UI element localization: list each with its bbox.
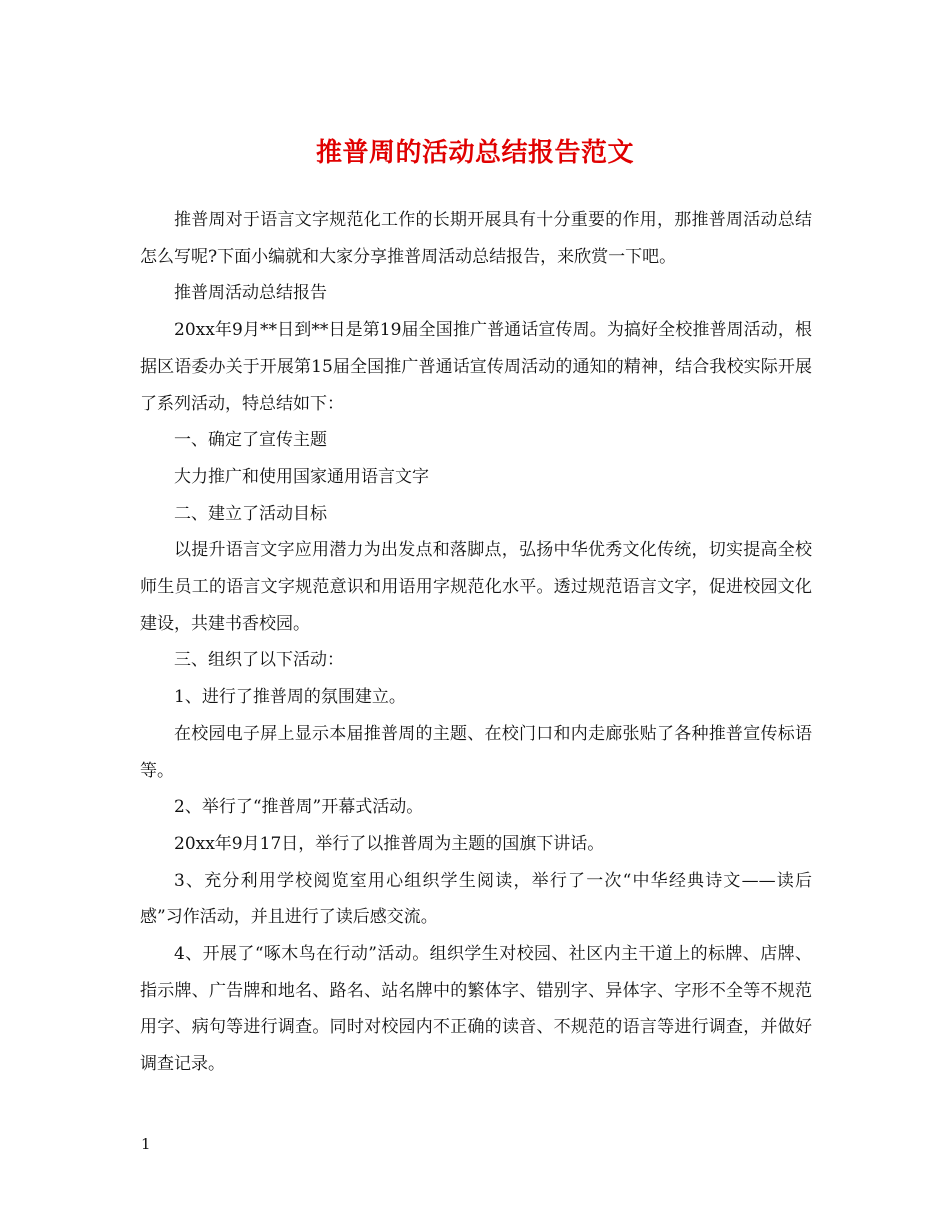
activity-item-3: 3、充分利用学校阅览室用心组织学生阅读，举行了一次“中华经典诗文——读后感”习作活动，并且进行了读后感交流。 bbox=[140, 870, 812, 928]
paragraph-theme: 大力推广和使用国家通用语言文字 bbox=[174, 466, 429, 487]
page-number: 1 bbox=[141, 1135, 151, 1153]
paragraph-report-heading: 推普周活动总结报告 bbox=[174, 283, 327, 304]
paragraph-goal: 以提升语言文字应用潜力为出发点和落脚点，弘扬中华优秀文化传统，切实提高全校师生员工的语言文字规范意识和用语用字规范化水平。透过规范语言文字，促进校园文化建设，共建书香校园。 bbox=[140, 540, 812, 634]
document-body bbox=[140, 202, 812, 1083]
activity-detail-1: 在校园电子屏上显示本届推普周的主题、在校门口和内走廊张贴了各种推普宣传标语等。 bbox=[140, 723, 812, 781]
section-heading-theme: 一、确定了宣传主题 bbox=[174, 430, 327, 451]
paragraph-background: 20xx年9月**日到**日是第19届全国推广普通话宣传周。为搞好全校推普周活动，根据区语委办关于开展第15届全国推广普通话宣传周活动的通知的精神，结合我校实际开展了系列活动，特总结如下： bbox=[140, 320, 812, 414]
section-heading-activities: 三、组织了以下活动： bbox=[174, 650, 344, 671]
activity-item-2: 2、举行了“推普周”开幕式活动。 bbox=[174, 797, 424, 818]
document-title: 推普周的活动总结报告范文 bbox=[315, 138, 634, 168]
activity-item-4: 4、开展了“啄木鸟在行动”活动。组织学生对校园、社区内主干道上的标牌、店牌、指示牌、广告牌和地名、路名、站名牌中的繁体字、错别字、异体字、字形不全等不规范用字、病句等进行调查。同时对校园内不正确的读音、不规范的语言等进行调查，并做好调查记录。 bbox=[140, 944, 812, 1075]
activity-detail-2: 20xx年9月17日，举行了以推普周为主题的国旗下讲话。 bbox=[174, 833, 605, 854]
activity-item-1: 1、进行了推普周的氛围建立。 bbox=[174, 687, 406, 708]
section-heading-goal: 二、建立了活动目标 bbox=[174, 503, 327, 524]
paragraph-intro: 推普周对于语言文字规范化工作的长期开展具有十分重要的作用，那推普周活动总结怎么写呢?下面小编就和大家分享推普周活动总结报告，来欣赏一下吧。 bbox=[140, 210, 812, 267]
